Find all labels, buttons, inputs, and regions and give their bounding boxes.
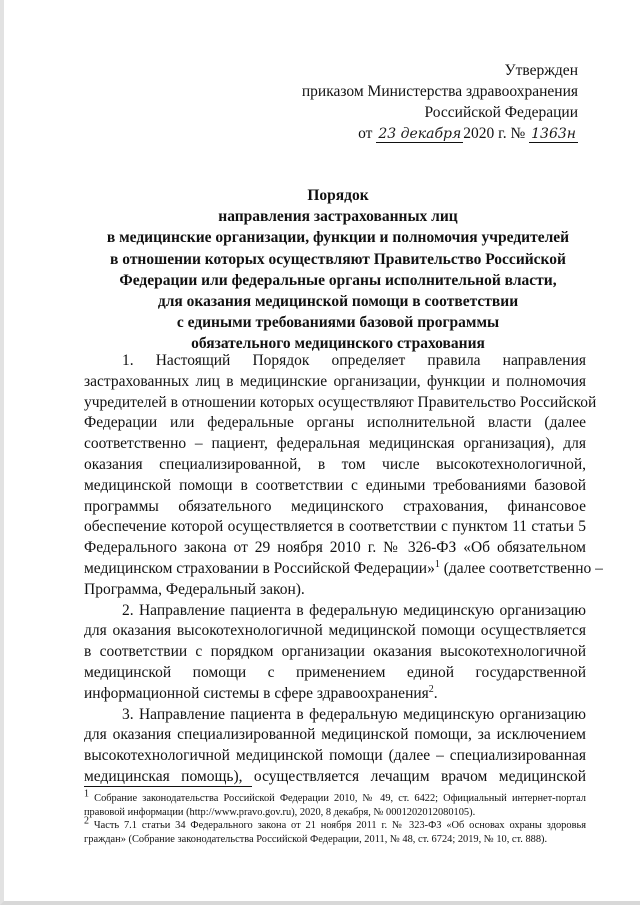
footnote-1-line: правовой информации (http://www.pravo.gov.ru), 2020, 8 декабря, № 0001202012080105).	[84, 806, 476, 818]
line-text-tail: (далее соответственно –	[439, 559, 603, 577]
paragraph-1-line: Федерального закона от 29 ноября 2010 г. № 326-ФЗ «Об обязательном	[84, 539, 586, 557]
ministry-line: Российской Федерации	[424, 104, 578, 121]
paragraph-3-line: для оказания специализированной медицинской помощи, за исключением	[84, 726, 586, 744]
footnote-2-line	[84, 815, 586, 833]
paragraph-2-line: для оказания высокотехнологичной медицинской помощи осуществляется	[84, 622, 586, 640]
footnote-separator	[84, 786, 252, 787]
paragraph-2-line: медицинской помощи с применением единой государственной	[84, 663, 586, 681]
paragraph-2-line-with-footnote: информационной системы в сфере здравоохранения$^2$.	[84, 683, 438, 702]
paragraph-1-line: учредителей в отношении которых осуществляют Правительство Российской	[84, 393, 597, 411]
order-date-line	[302, 123, 578, 144]
approval-block	[302, 60, 578, 144]
paragraph-3-line: высокотехнологичной медицинской помощи (далее – специализированная	[84, 747, 586, 765]
footnote-text: Часть 7.1 статьи 34 Федерального закона от 21 ноября 2011 г. № 323-ФЗ «Об основах охраны здоровья	[93, 820, 586, 831]
paragraph-1-line: Федерации или федеральные органы исполнительной власти (далее	[84, 414, 586, 432]
footnote-1-mark: 1	[84, 788, 89, 800]
footnote-text: Собрание законодательства Российской Федерации 2010, № 49, ст. 6422; Официальный интернет-портал	[94, 793, 586, 804]
footnote-ref-1: 1	[434, 558, 440, 570]
line-text: медицинском страховании в Российской Федерации»	[84, 559, 435, 577]
title-line: Порядок	[307, 187, 369, 204]
title-line: для оказания медицинской помощи в соответствии	[157, 293, 519, 311]
paragraph-1-line: медицинской помощи в соответствии с едиными требованиями базовой	[84, 476, 586, 494]
title-line: обязательного медицинского страхования	[191, 335, 485, 353]
paragraph-1-line: обеспечение которой осуществляется в соответствии с пунктом 11 статьи 5	[84, 518, 586, 536]
paragraph-1-line: программы обязательного медицинского страхования, финансовое	[84, 497, 586, 515]
paragraph-2-line: 2. Направление пациента в федеральную медицинскую организацию	[122, 601, 586, 619]
approved-label: Утвержден	[504, 62, 578, 79]
paragraph-1-line-with-footnote	[84, 558, 603, 580]
title-line: с едиными требованиями базовой программы	[176, 314, 500, 332]
paragraph-1-line: 1. Настоящий Порядок определяет правила направления	[122, 352, 586, 369]
paragraph-3-line: медицинская помощь), осуществляется лечащим врачом медицинской	[84, 767, 586, 785]
document-body	[84, 351, 603, 788]
paragraph-1-line: застрахованных лиц в медицинские организации, функции и полномочия	[84, 372, 586, 390]
line-text: информационной системы в сфере здравоохранения	[84, 684, 429, 702]
footnote-2-line: граждан» (Собрание законодательства Российской Федерации, 2011, № 48, ст. 6724; 2019, № 10, ст. 888).	[84, 833, 548, 845]
order-line: приказом Министерства здравоохранения	[301, 83, 578, 100]
footnote-2-mark: 2	[84, 815, 89, 827]
title-line: в отношении которых осуществляют Правительство Российской	[110, 250, 566, 268]
paragraph-1-line: оказания специализированной, в том числе высокотехнологичной,	[84, 455, 586, 473]
footnote-ref-2: 2	[428, 683, 434, 695]
footnote-1-line	[84, 788, 586, 806]
paragraph-2-line: в соответствии с порядком организации оказания высокотехнологичной	[84, 643, 586, 661]
order-year: 2020 г. №	[463, 125, 526, 142]
paragraph-1-line: соответственно – пациент, федеральная медицинская организация), для	[84, 435, 586, 453]
paragraph-1-line: Программа, Федеральный закон).	[84, 580, 305, 598]
paragraph-3-line: 3. Направление пациента в федеральную медицинскую организацию	[122, 705, 586, 723]
document-title	[78, 185, 598, 355]
handwritten-order-number: 1363н	[531, 126, 576, 142]
handwritten-date: 23 декабря	[378, 126, 462, 142]
date-prefix: от	[358, 125, 373, 142]
title-line: направления застрахованных лиц	[218, 208, 458, 226]
title-line: в медицинские организации, функции и полномочия учредителей	[106, 229, 570, 247]
footnotes	[84, 788, 586, 846]
title-line: Федерации или федеральные органы исполнительной власти,	[119, 271, 557, 289]
